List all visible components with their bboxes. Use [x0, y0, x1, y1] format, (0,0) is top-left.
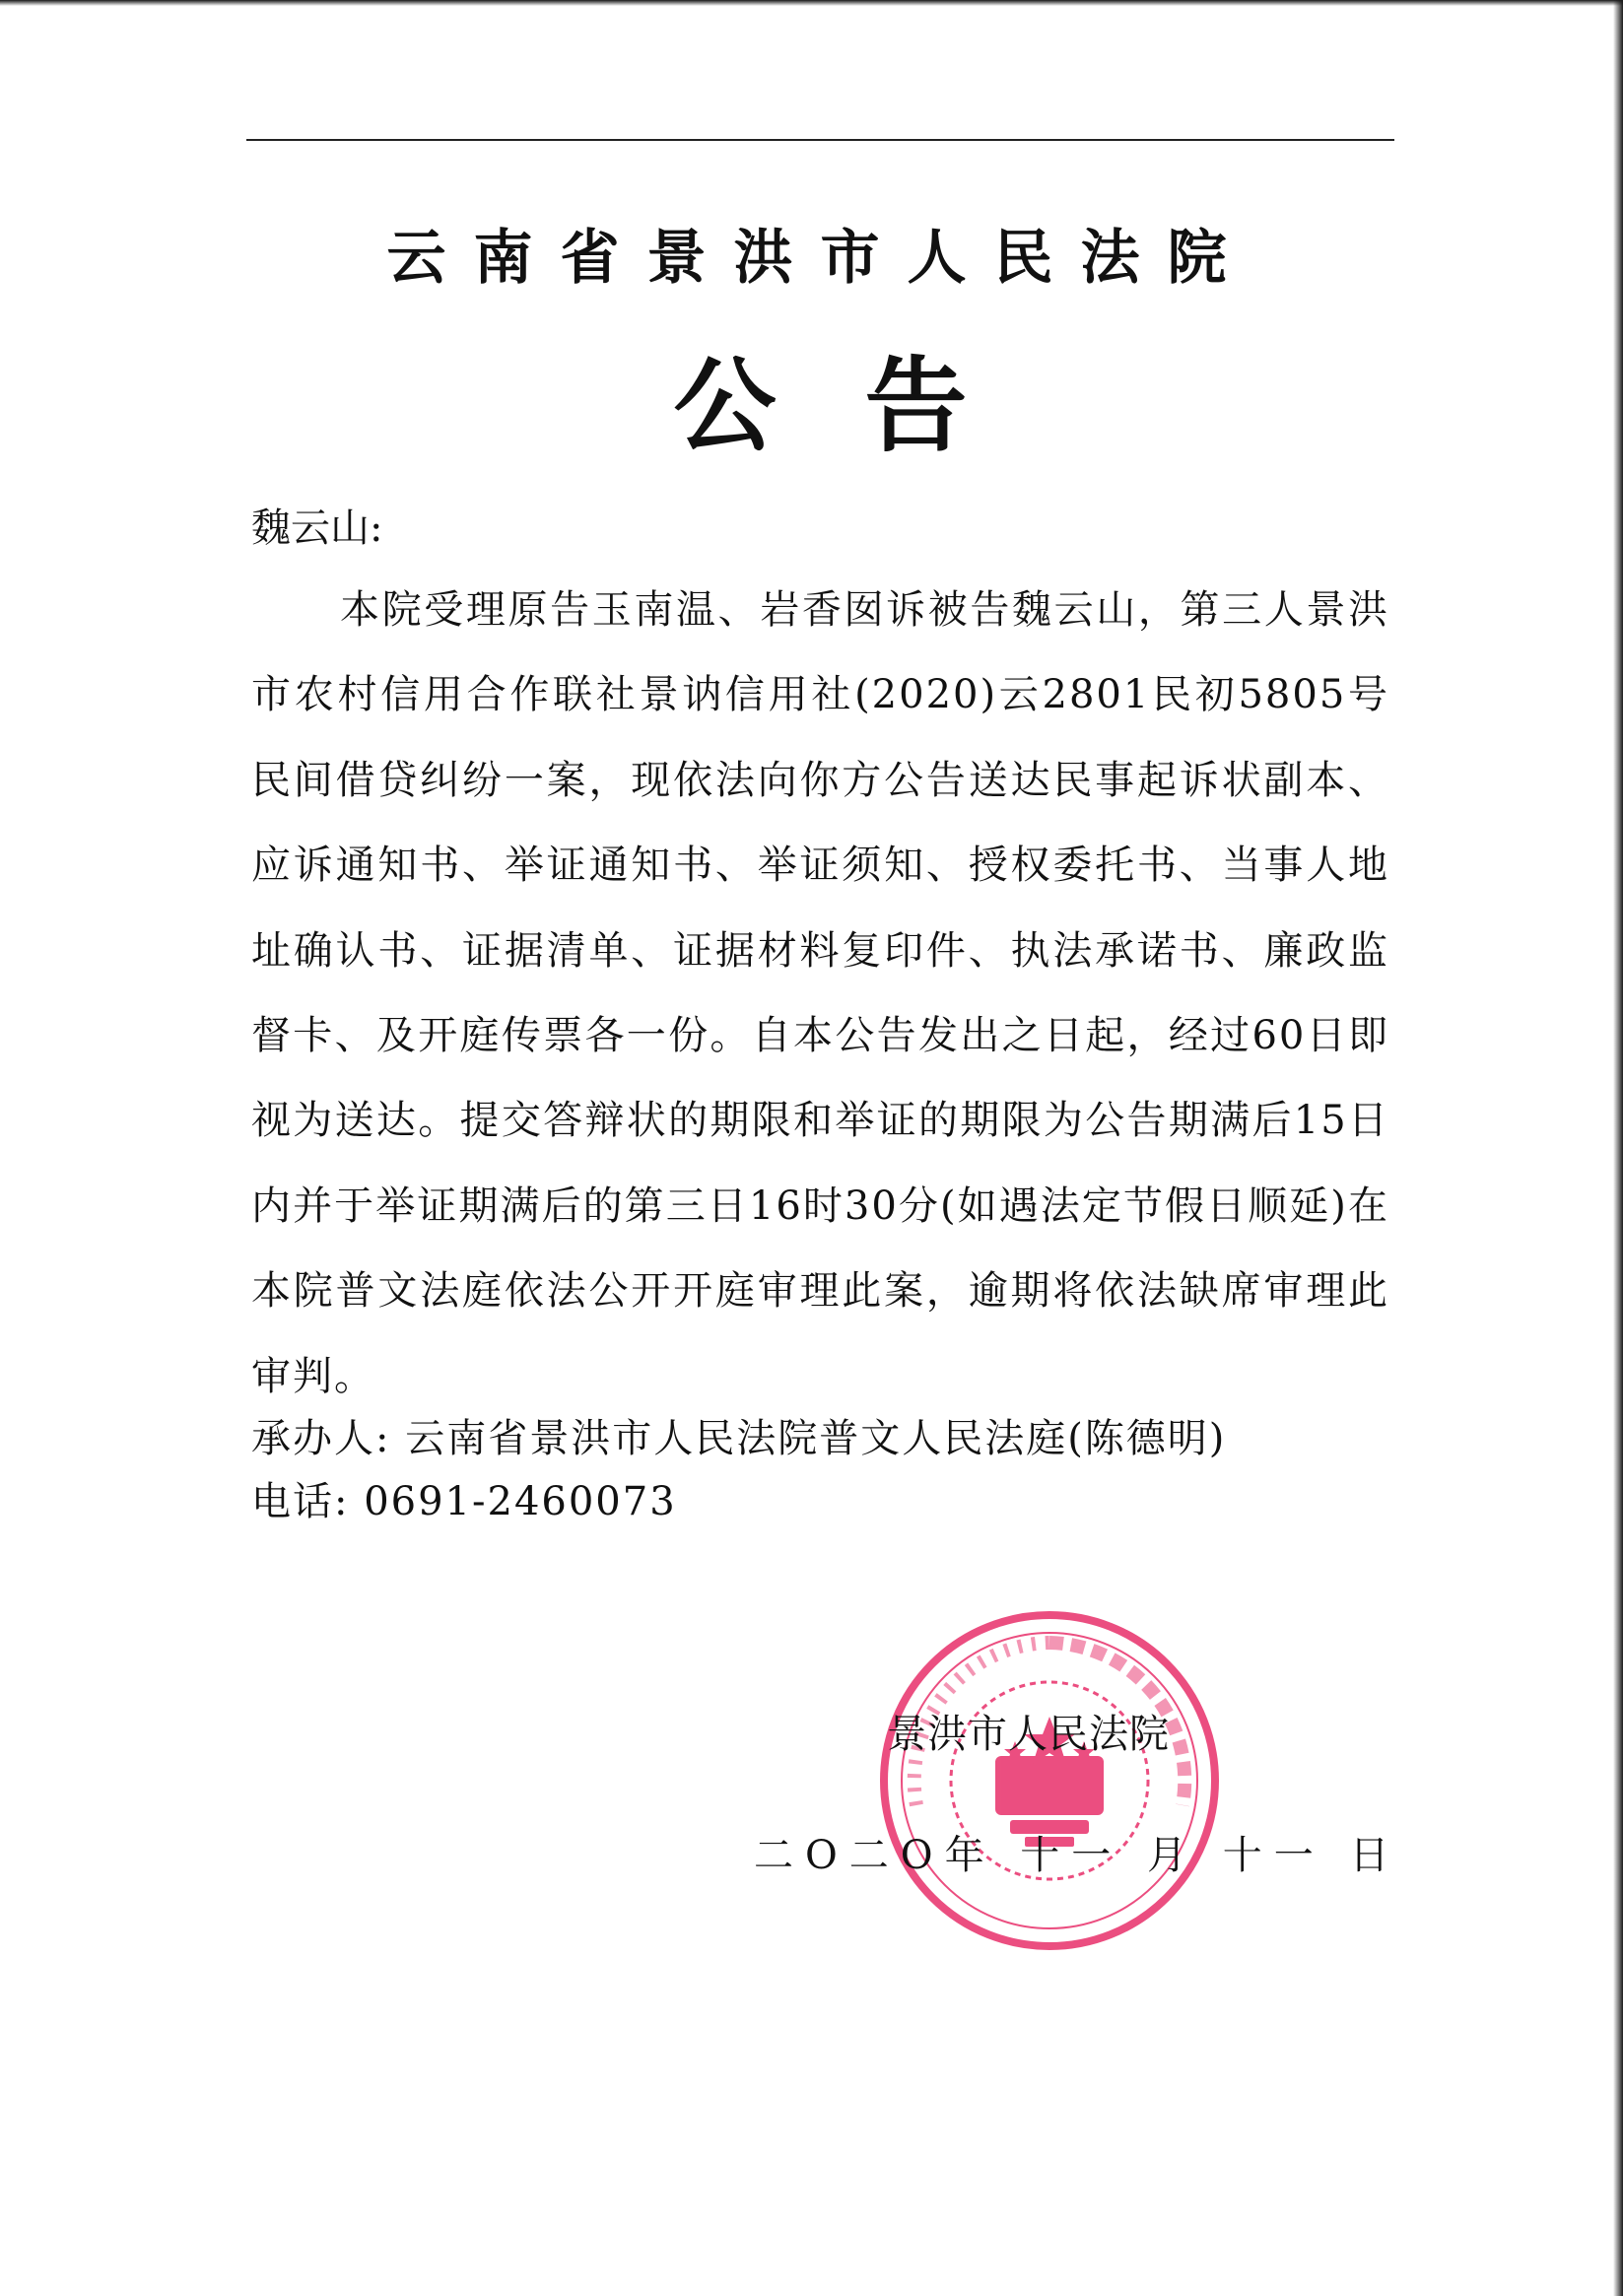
- signature-court: 景洪市人民法院: [887, 1712, 1170, 1757]
- contact-block: [251, 1407, 1394, 1533]
- court-seal-icon: [877, 1608, 1222, 1953]
- document-title: 公告: [673, 345, 1056, 466]
- scan-edge-right: [1613, 0, 1623, 2296]
- notice-body: 本院受理原告玉南温、岩香囡诉被告魏云山，第三人景洪市农村信用合作联社景讷信用社(2020)云2801民初5805号民间借贷纠纷一案，现依法向你方公告送达民事起诉状副本、应诉通知书、举证通知书、举证须知、授权委托书、当事人地址确认书、证据清单、证据材料复印件、执法承诺书、廉政监督卡、及开庭传票各一份。自本公告发出之日起，经过60日即视为送达。提交答辩状的期限和举证的期限为公告期满后15日内并于举证期满后的第三日16时30分(如遇法定节假日顺延)在本院普文法庭依法公开开庭审理此案，逾期将依法缺席审理此审判。: [251, 587, 1389, 1399]
- addressee: 魏云山:: [251, 506, 383, 551]
- scan-edge-top: [0, 0, 1623, 6]
- phone-line: 电话: 0691-2460073: [251, 1479, 677, 1524]
- signature-date: 二O二O年 十一 月 十一 日: [754, 1833, 1401, 1878]
- court-name: 云南省景洪市人民法院: [386, 224, 1254, 293]
- header-rule: [246, 139, 1394, 141]
- handler-line: 承办人: 云南省景洪市人民法院普文人民法庭(陈德明): [251, 1416, 1227, 1461]
